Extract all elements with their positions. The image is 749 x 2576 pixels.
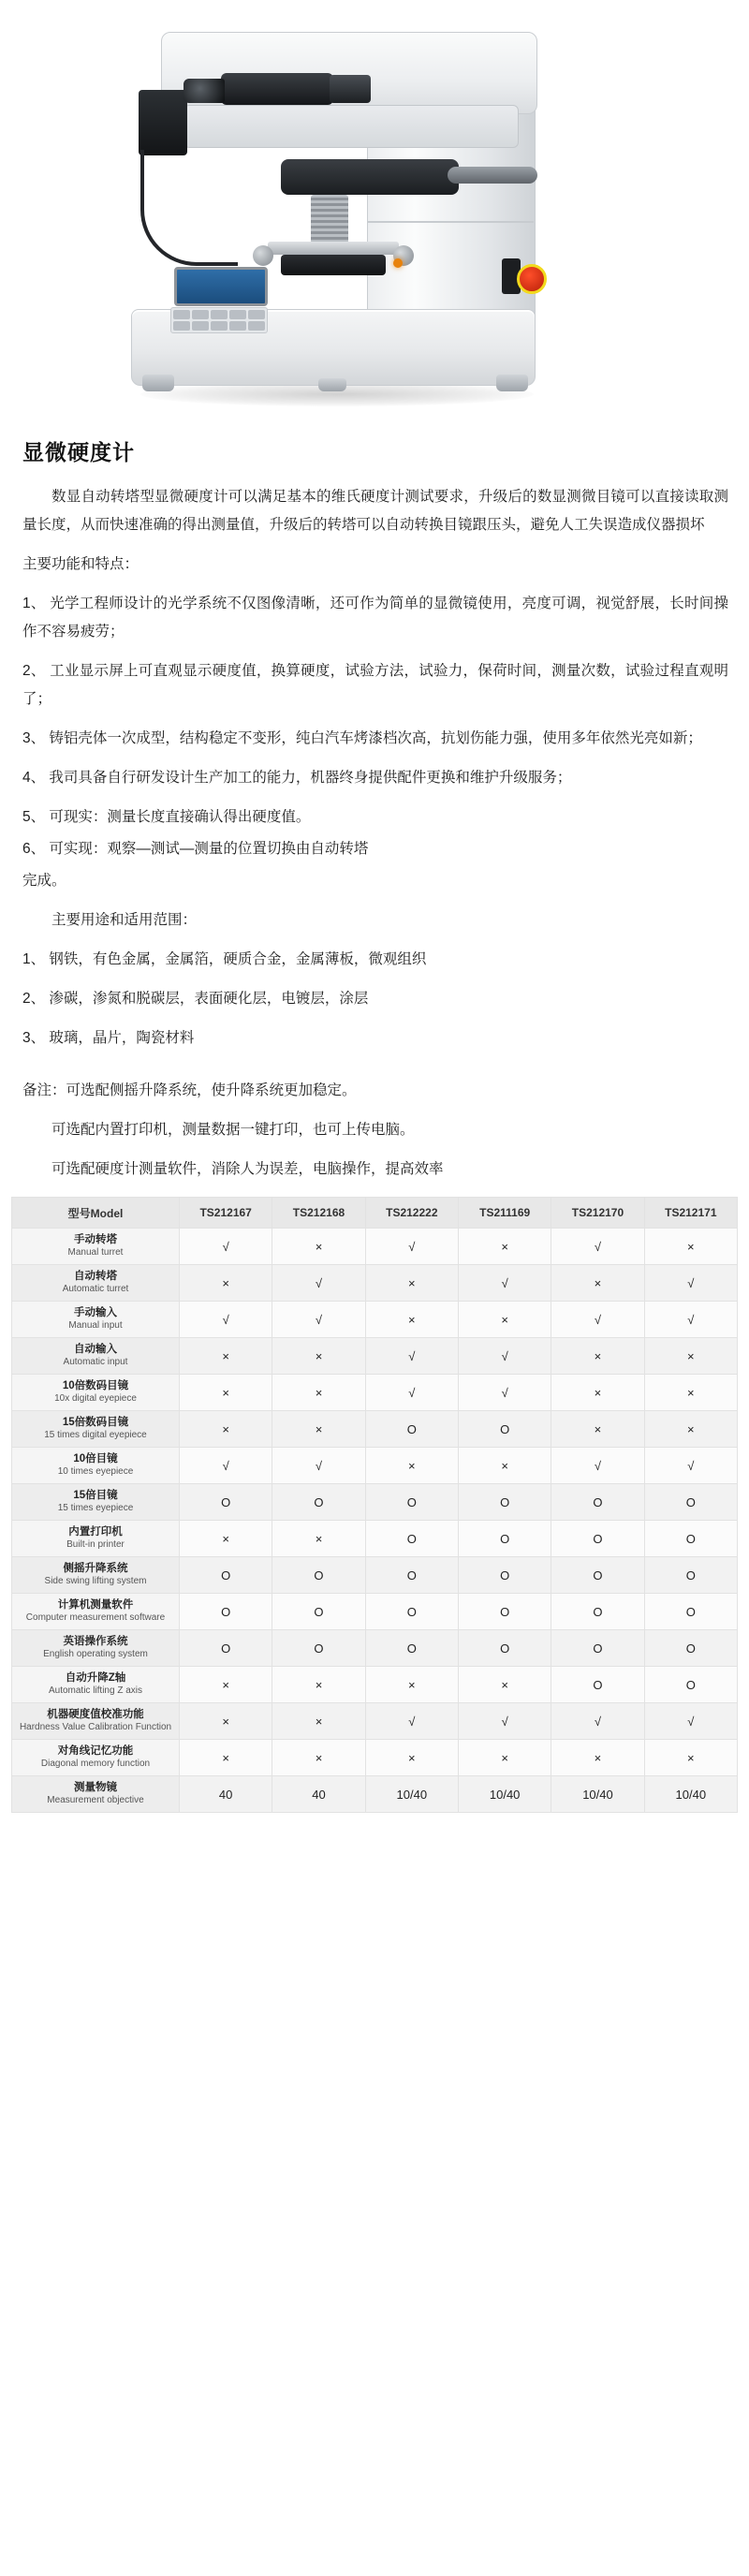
cell-value: √ [272, 1265, 365, 1302]
cell-value: × [458, 1302, 551, 1338]
cell-value: √ [272, 1302, 365, 1338]
cell-value: √ [365, 1703, 458, 1740]
cell-value: √ [365, 1229, 458, 1265]
cell-value: O [644, 1557, 737, 1594]
cell-value: O [365, 1484, 458, 1521]
table-row [12, 1375, 738, 1411]
cell-value: × [180, 1265, 272, 1302]
cell-value: O [458, 1594, 551, 1630]
note-item: 可选配硬度计测量软件，消除人为误差，电脑操作，提高效率 [51, 1161, 444, 1177]
usage-heading: 主要用途和适用范围： [51, 912, 198, 928]
table-row [12, 1703, 738, 1740]
row-label [12, 1594, 180, 1630]
cell-value: O [644, 1630, 737, 1667]
row-label [12, 1265, 180, 1302]
cell-value: × [644, 1411, 737, 1448]
cell-value: × [365, 1740, 458, 1776]
cell-value: × [458, 1667, 551, 1703]
cell-value: O [458, 1484, 551, 1521]
cell-value: O [365, 1411, 458, 1448]
cell-value: O [644, 1521, 737, 1557]
keypad-key [211, 321, 228, 331]
row-label-cn: 测量物镜 [74, 1782, 117, 1793]
spec-table-body [12, 1229, 738, 1813]
cell-value: × [272, 1411, 365, 1448]
row-label-cn: 计算机测量软件 [57, 1599, 134, 1611]
eyepiece-tube [330, 75, 371, 103]
cell-value: 10/40 [644, 1776, 737, 1813]
product-photo-illustration [0, 0, 749, 426]
cell-value: × [365, 1302, 458, 1338]
cell-value: × [272, 1703, 365, 1740]
eyepiece-body [221, 73, 333, 105]
row-label [12, 1667, 180, 1703]
column-header-model-6: TS212171 [644, 1198, 737, 1229]
turret [281, 159, 459, 195]
row-label-cn: 内置打印机 [68, 1526, 123, 1538]
row-label-en: Automatic input [63, 1357, 128, 1367]
specimen-stage-plate [268, 242, 399, 255]
row-label [12, 1521, 180, 1557]
spec-table [11, 1197, 738, 1813]
base-foot-left [142, 375, 174, 391]
row-label [12, 1375, 180, 1411]
cell-value: √ [458, 1375, 551, 1411]
row-label-cn: 10倍目镜 [73, 1453, 118, 1465]
row-label [12, 1557, 180, 1594]
row-label [12, 1703, 180, 1740]
cell-value: √ [365, 1338, 458, 1375]
table-row [12, 1630, 738, 1667]
note-item: 备注：可选配侧摇升降系统，使升降系统更加稳定。 [22, 1082, 357, 1098]
cell-value: × [644, 1740, 737, 1776]
cell-value: × [180, 1338, 272, 1375]
cell-value: √ [365, 1375, 458, 1411]
cell-value: √ [644, 1448, 737, 1484]
keypad-key [229, 321, 246, 331]
keypad-key [173, 310, 190, 319]
row-label [12, 1338, 180, 1375]
cell-value: × [180, 1521, 272, 1557]
row-label-en: Hardness Value Calibration Function [19, 1722, 172, 1732]
table-row [12, 1521, 738, 1557]
cell-value: × [272, 1229, 365, 1265]
table-row [12, 1594, 738, 1630]
cell-value: × [644, 1338, 737, 1375]
row-label-cn: 15倍目镜 [73, 1490, 118, 1501]
row-label [12, 1411, 180, 1448]
specimen-stage [281, 255, 386, 275]
cell-value: O [180, 1557, 272, 1594]
keypad-key [173, 321, 190, 331]
cell-value: × [272, 1667, 365, 1703]
row-label [12, 1229, 180, 1265]
usage-item: 3、 玻璃，晶片，陶瓷材料 [22, 1030, 195, 1046]
cell-value: × [551, 1338, 644, 1375]
cell-value: O [365, 1557, 458, 1594]
cell-value: × [180, 1411, 272, 1448]
cell-value: O [365, 1521, 458, 1557]
turret-knob [448, 167, 537, 184]
cell-value: √ [644, 1265, 737, 1302]
cell-value: × [365, 1265, 458, 1302]
cell-value: √ [458, 1703, 551, 1740]
row-label [12, 1484, 180, 1521]
power-cable [140, 150, 238, 266]
emergency-stop-button [517, 264, 547, 294]
cell-value: O [644, 1484, 737, 1521]
cell-value: × [272, 1521, 365, 1557]
column-header-model-1: TS212167 [180, 1198, 272, 1229]
usage-item: 2、 渗碳，渗氮和脱碳层，表面硬化层，电镀层，涂层 [22, 991, 369, 1007]
table-row [12, 1338, 738, 1375]
column-header-model-3: TS212222 [365, 1198, 458, 1229]
column-header-model-5: TS212170 [551, 1198, 644, 1229]
row-label-cn: 手动输入 [74, 1307, 117, 1318]
table-row [12, 1740, 738, 1776]
cell-value: × [365, 1448, 458, 1484]
cell-value: × [180, 1375, 272, 1411]
row-label-en: Measurement objective [47, 1795, 144, 1805]
cell-value: O [180, 1630, 272, 1667]
left-bracket [139, 90, 187, 155]
column-header-model: 型号Model [12, 1198, 180, 1229]
note-item: 可选配内置打印机，测量数据一键打印，也可上传电脑。 [51, 1122, 415, 1138]
row-label [12, 1776, 180, 1813]
intro-paragraph: 数显自动转塔型显微硬度计可以满足基本的维氏硬度计测试要求，升级后的数显测微目镜可以直接读取测量长度，从而快速准确的得出测量值，升级后的转塔可以自动转换目镜跟压头，避免人工失误造成仪器损坏 [22, 489, 728, 533]
row-label-en: Diagonal memory function [40, 1759, 151, 1769]
keypad-key [248, 321, 265, 331]
keypad [170, 307, 268, 333]
cell-value: × [458, 1740, 551, 1776]
table-row [12, 1448, 738, 1484]
row-label [12, 1448, 180, 1484]
product-photo [0, 0, 749, 426]
elevating-spindle [311, 195, 348, 243]
cell-value: O [551, 1484, 644, 1521]
row-label-en: English operating system [43, 1649, 148, 1659]
cell-value: √ [551, 1302, 644, 1338]
row-label-en: Automatic lifting Z axis [48, 1685, 143, 1696]
feature-item: 6、 可实现：观察—测试—测量的位置切换由自动转塔 [22, 841, 369, 857]
cell-value: √ [180, 1302, 272, 1338]
table-row [12, 1302, 738, 1338]
page-title: 显微硬度计 [22, 440, 135, 464]
feature-item: 2、 工业显示屏上可直观显示硬度值，换算硬度，试验方法，试验力，保荷时间，测量次数，试验过程直观明了； [22, 663, 728, 707]
table-row [12, 1265, 738, 1302]
row-label [12, 1630, 180, 1667]
row-label-en: Built-in printer [66, 1539, 125, 1550]
column-seam [367, 221, 534, 223]
row-label-cn: 手动转塔 [74, 1234, 117, 1245]
cell-value: × [180, 1667, 272, 1703]
cell-value: × [272, 1740, 365, 1776]
cell-value: × [272, 1338, 365, 1375]
cell-value: × [551, 1375, 644, 1411]
cell-value: O [365, 1594, 458, 1630]
status-led [393, 258, 403, 268]
cell-value: √ [644, 1302, 737, 1338]
cell-value: × [272, 1375, 365, 1411]
cell-value: O [458, 1521, 551, 1557]
table-row [12, 1667, 738, 1703]
cell-value: √ [551, 1448, 644, 1484]
table-row [12, 1411, 738, 1448]
keypad-key [229, 310, 246, 319]
row-label-cn: 机器硬度值校准功能 [47, 1709, 144, 1720]
cell-value: O [644, 1594, 737, 1630]
cell-value: O [551, 1594, 644, 1630]
table-row [12, 1557, 738, 1594]
base-foot-right [496, 375, 528, 391]
row-label-en: Computer measurement software [25, 1612, 166, 1623]
cell-value: × [365, 1667, 458, 1703]
cell-value: √ [551, 1229, 644, 1265]
spec-table-wrapper [11, 1197, 738, 1813]
row-label-cn: 自动升降Z轴 [65, 1672, 126, 1684]
column-header-model-2: TS212168 [272, 1198, 365, 1229]
features-heading: 主要功能和特点： [22, 556, 140, 572]
row-label-en: Automatic turret [62, 1284, 129, 1294]
cell-value: O [272, 1594, 365, 1630]
cell-value: O [272, 1484, 365, 1521]
cell-value: × [551, 1411, 644, 1448]
keypad-key [192, 310, 209, 319]
cell-value: 10/40 [365, 1776, 458, 1813]
lcd-display [174, 267, 268, 306]
keypad-key [192, 321, 209, 331]
cell-value: O [551, 1667, 644, 1703]
row-label [12, 1302, 180, 1338]
feature-item: 3、 铸铝壳体一次成型，结构稳定不变形，纯白汽车烤漆档次高，抗划伤能力强，使用多年依然光亮如新； [22, 730, 702, 746]
row-label-en: Manual input [68, 1320, 123, 1331]
cell-value: × [180, 1740, 272, 1776]
cell-value: 10/40 [551, 1776, 644, 1813]
usage-item: 1、 钢铁，有色金属，金属箔，硬质合金，金属薄板，微观组织 [22, 951, 427, 967]
cell-value: √ [180, 1448, 272, 1484]
cell-value: × [458, 1229, 551, 1265]
cell-value: √ [458, 1338, 551, 1375]
feature-item: 1、 光学工程师设计的光学系统不仅图像清晰，还可作为简单的显微镜使用，亮度可调，视觉舒展，长时间操作不容易疲劳； [22, 596, 728, 640]
row-label-en: Side swing lifting system [44, 1576, 147, 1586]
row-label-cn: 15倍数码目镜 [62, 1417, 129, 1428]
cell-value: × [644, 1375, 737, 1411]
cell-value: O [458, 1411, 551, 1448]
cell-value: √ [272, 1448, 365, 1484]
row-label-cn: 侧摇升降系统 [63, 1563, 128, 1574]
row-label-cn: 自动输入 [74, 1344, 117, 1355]
row-label-en: 10x digital eyepiece [54, 1393, 137, 1404]
cell-value: 10/40 [458, 1776, 551, 1813]
cell-value: √ [458, 1265, 551, 1302]
table-header-row [12, 1198, 738, 1229]
description-section [0, 435, 749, 1184]
cell-value: O [365, 1630, 458, 1667]
cell-value: √ [551, 1703, 644, 1740]
cell-value: × [180, 1703, 272, 1740]
row-label [12, 1740, 180, 1776]
cell-value: O [551, 1521, 644, 1557]
row-label-en: 15 times eyepiece [57, 1503, 134, 1513]
base-foot-middle [318, 378, 346, 391]
row-label-en: 10 times eyepiece [57, 1466, 134, 1477]
instrument-head-lower [184, 105, 519, 148]
cell-value: × [551, 1740, 644, 1776]
cell-value: O [180, 1484, 272, 1521]
cell-value: O [551, 1557, 644, 1594]
cell-value: O [551, 1630, 644, 1667]
cell-value: O [272, 1630, 365, 1667]
table-row [12, 1776, 738, 1813]
cell-value: O [644, 1667, 737, 1703]
cell-value: 40 [180, 1776, 272, 1813]
cell-value: 40 [272, 1776, 365, 1813]
column-header-model-4: TS211169 [458, 1198, 551, 1229]
cell-value: × [551, 1265, 644, 1302]
row-label-en: Manual turret [67, 1247, 124, 1258]
feature-item: 4、 我司具备自行研发设计生产加工的能力，机器终身提供配件更换和维护升级服务； [22, 770, 572, 786]
cell-value: O [458, 1557, 551, 1594]
cell-value: O [180, 1594, 272, 1630]
cell-value: O [458, 1630, 551, 1667]
row-label-en: 15 times digital eyepiece [44, 1430, 147, 1440]
cell-value: √ [180, 1229, 272, 1265]
cell-value: O [272, 1557, 365, 1594]
table-row [12, 1229, 738, 1265]
stage-knob-left [253, 245, 273, 266]
feature-item: 5、 可现实：测量长度直接确认得出硬度值。 [22, 809, 311, 825]
row-label-cn: 自动转塔 [74, 1271, 117, 1282]
cell-value: × [644, 1229, 737, 1265]
cell-value: × [458, 1448, 551, 1484]
cell-value: √ [644, 1703, 737, 1740]
keypad-key [211, 310, 228, 319]
feature-item: 完成。 [22, 873, 66, 889]
eyepiece-lens [184, 79, 225, 103]
row-label-cn: 对角线记忆功能 [57, 1745, 134, 1757]
keypad-key [248, 310, 265, 319]
row-label-cn: 10倍数码目镜 [62, 1380, 129, 1391]
spec-table-head [12, 1198, 738, 1229]
row-label-cn: 英语操作系统 [63, 1636, 128, 1647]
table-row [12, 1484, 738, 1521]
